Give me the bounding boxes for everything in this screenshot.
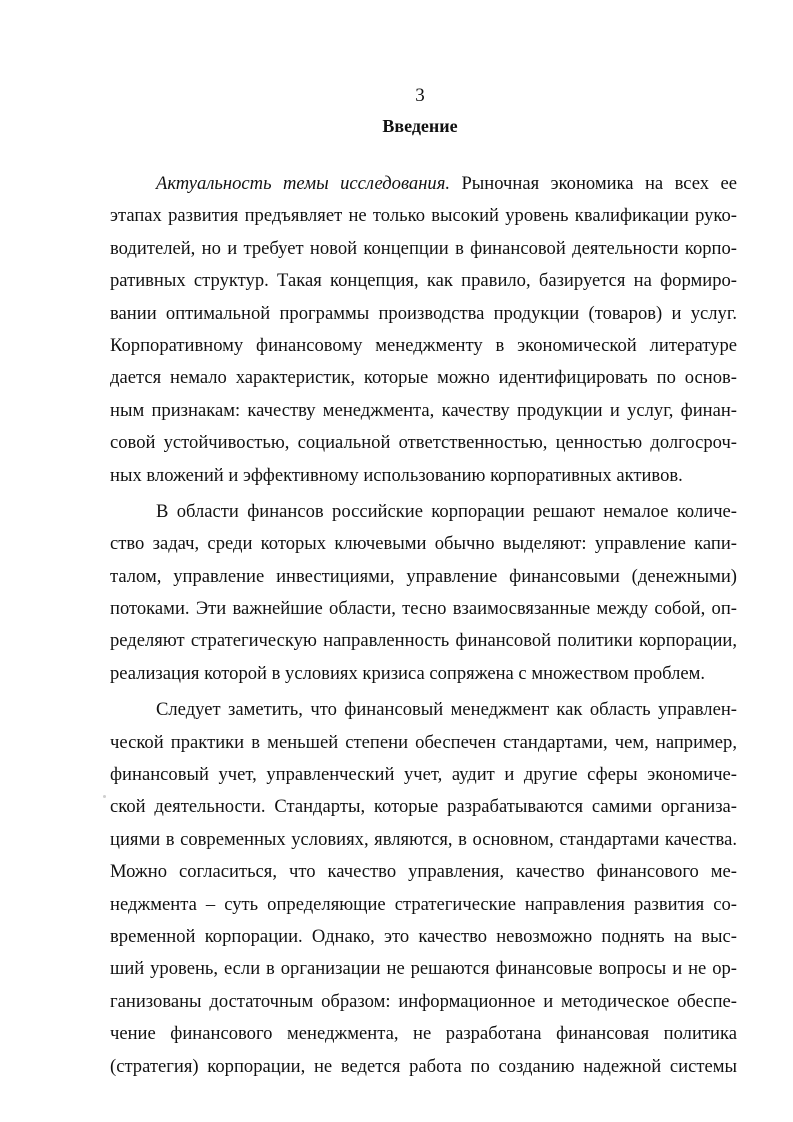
text-line: совой устойчивостью, социальной ответственностью, ценностью долгосроч- [110,432,737,454]
text-line: ство задач, среди которых ключевыми обычно выделяют: управление капи- [110,533,737,555]
section-heading: Введение [382,116,458,136]
scan-dust-mark [103,795,106,798]
paragraph-standards [110,694,737,1083]
text-line: финансовый учет, управленческий учет, аудит и другие сферы экономиче- [110,764,737,786]
text-line [110,168,737,200]
text-line: ративных структур. Такая концепция, как правило, базируется на формиро- [110,270,737,292]
page-number: 3 [415,85,425,106]
paragraph-relevance [110,168,737,492]
text-line: Можно согласиться, что качество управления, качество финансового ме- [110,861,737,883]
text-line: (стратегия) корпорации, не ведется работа по созданию надежной системы [110,1055,737,1077]
text-line: В области финансов российские корпорации решают немалое количе- [156,500,737,522]
text-line: ской деятельности. Стандарты, которые разрабатываются самими организа- [110,796,737,818]
text-line: чение финансового менеджмента, не разработана финансовая политика [110,1023,737,1045]
text-line: ределяют стратегическую направленность финансовой политики корпорации, [110,630,737,652]
text-line: Корпоративному финансовому менеджменту в экономической литературе [110,334,737,356]
text-line: талом, управление инвестициями, управление финансовыми (денежными) [110,565,737,587]
text-line: ший уровень, если в организации не решаются финансовые вопросы и не ор- [110,958,737,980]
text-line: реализация которой в условиях кризиса сопряжена с множеством проблем. [110,662,706,684]
paragraph-finance-tasks [110,496,737,690]
body-text [110,168,737,1083]
line-text: Рыночная экономика на всех ее [450,173,737,194]
text-line: Следует заметить, что финансовый менеджмент как область управлен- [156,699,737,721]
text-line: дается немало характеристик, которые можно идентифицировать по основ- [110,367,737,389]
text-line: циями в современных условиях, являются, в основном, стандартами качества. [110,828,737,850]
text-line: вании оптимальной программы производства продукции (товаров) и услуг. [110,302,737,324]
text-line: неджмента – суть определяющие стратегические направления развития со- [110,893,737,915]
text-line: потоками. Эти важнейшие области, тесно взаимосвязанные между собой, оп- [110,598,737,620]
text-line: временной корпорации. Однако, это качество невозможно поднять на выс- [110,925,737,947]
text-line: ным признакам: качеству менеджмента, качеству продукции и услуг, финан- [110,399,737,421]
text-line: ческой практики в меньшей степени обеспечен стандартами, чем, например, [110,731,737,753]
text-line: этапах развития предъявляет не только высокий уровень квалификации руко- [110,205,737,227]
text-line: ных вложений и эффективному использованию корпоративных активов. [110,464,683,486]
text-line: водителей, но и требует новой концепции в финансовой деятельности корпо- [110,237,737,259]
italic-lead: Актуальность темы исследования. [156,173,451,194]
text-line: ганизованы достаточным образом: информационное и методическое обеспе- [110,990,737,1012]
